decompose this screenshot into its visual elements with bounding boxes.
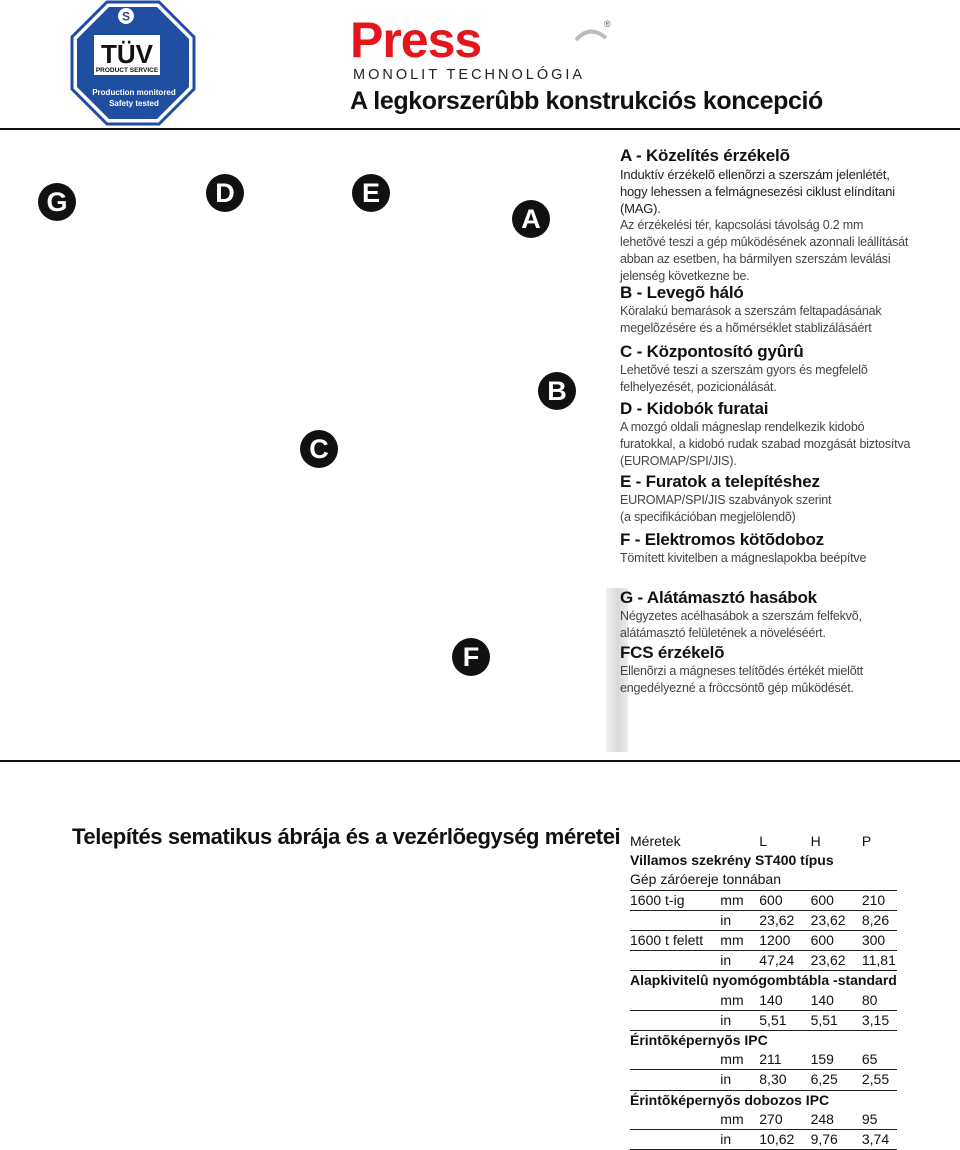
table-cell: [630, 910, 720, 930]
section-a-line: jelenség következne be.: [620, 269, 750, 283]
table-group-label: Érintõképernyõs IPC: [630, 1032, 768, 1049]
badge-brand: TÜV: [101, 39, 153, 69]
table-cell: 23,62: [811, 951, 862, 971]
table-cell: 300: [862, 931, 897, 951]
table-cell: 600: [811, 931, 862, 951]
table-cell: 3,15: [862, 1010, 897, 1030]
table-cell: 159: [811, 1050, 862, 1070]
table-cell: mm: [720, 931, 759, 951]
section-fcs-line: engedélyezné a fröccsöntõ gép mûködését.: [620, 681, 854, 695]
section-a-line: abban az esetben, ha bármilyen szerszám leválási: [620, 252, 891, 266]
section-a-line: lehetõvé teszi a gép mûködésének azonnali leállítását: [620, 235, 909, 249]
table-cell: mm: [720, 991, 759, 1011]
badge-mark: S: [121, 9, 131, 24]
table-row: [630, 1110, 897, 1130]
section-a-line: hogy lehessen a felmágnesezési ciklust elíndítani: [620, 184, 895, 199]
section-d: [620, 398, 950, 470]
table-cell: in: [720, 1070, 759, 1090]
section-a-title: A - Közelítés érzékelõ: [620, 146, 790, 165]
install-section-title: Telepítés sematikus ábrája és a vezérlõegység méretei: [72, 824, 621, 849]
table-cell: 23,62: [811, 910, 862, 930]
table-cell: 9,76: [811, 1130, 862, 1150]
table-cell: 80: [862, 991, 897, 1011]
brand-logo-text: Press: [350, 12, 482, 68]
table-group-row: [630, 870, 897, 890]
table-cell: in: [720, 951, 759, 971]
table-cell: 140: [811, 991, 862, 1011]
section-a-line: Induktív érzékelõ ellenõrzi a szerszám jelenlétét,: [620, 167, 890, 182]
table-header-row: [630, 832, 897, 851]
table-row: [630, 1010, 897, 1030]
brand-swoosh-icon: [574, 26, 608, 42]
section-d-line: A mozgó oldali mágneslap rendelkezik kidobó: [620, 420, 865, 434]
section-a-line: Az érzékelési tér, kapcsolási távolság 0.2 mm: [620, 218, 864, 232]
section-b-line: megelõzésére és a hõmérséklet stablizálásáért: [620, 321, 872, 335]
table-row: [630, 890, 897, 910]
section-g-line: Négyzetes acélhasábok a szerszám felfekvõ,: [620, 609, 862, 623]
section-divider: [0, 760, 960, 762]
section-e-line: (a specifikációban megjelölendõ): [620, 510, 796, 524]
section-g-line: alátámasztó felületének a növeléséért.: [620, 626, 826, 640]
table-group-label: Alapkivitelû nyomógombtábla -standard: [630, 972, 897, 989]
table-row: [630, 931, 897, 951]
table-cell: [630, 991, 720, 1011]
section-b: [620, 282, 950, 337]
table-row: [630, 1130, 897, 1150]
section-e-title: E - Furatok a telepítéshez: [620, 472, 820, 491]
marker-e: E: [352, 174, 390, 212]
table-cell: 3,74: [862, 1130, 897, 1150]
table-cell: 10,62: [759, 1130, 810, 1150]
table-row: [630, 1070, 897, 1090]
section-c-title: C - Központosító gyûrû: [620, 342, 804, 361]
table-header-cell: [720, 832, 759, 851]
table-header-cell: Méretek: [630, 833, 681, 849]
table-cell: 6,25: [811, 1070, 862, 1090]
section-e-line: EUROMAP/SPI/JIS szabványok szerint: [620, 493, 832, 507]
table-cell: 11,81: [862, 951, 897, 971]
table-cell: [630, 951, 720, 971]
table-cell: mm: [720, 890, 759, 910]
table-row: [630, 1050, 897, 1070]
table-row: [630, 951, 897, 971]
marker-c: C: [300, 430, 338, 468]
section-e: [620, 471, 950, 526]
badge-line1: Production monitored: [92, 88, 176, 97]
table-group-row: [630, 971, 897, 991]
dimensions-table: [630, 832, 897, 1150]
table-cell: 8,30: [759, 1070, 810, 1090]
table-cell: 211: [759, 1050, 810, 1070]
table-cell: in: [720, 910, 759, 930]
brand-subtitle: MONOLIT TECHNOLÓGIA: [353, 67, 586, 83]
section-fcs: [620, 642, 950, 697]
table-cell: in: [720, 1010, 759, 1030]
table-cell: 95: [862, 1110, 897, 1130]
section-d-title: D - Kidobók furatai: [620, 399, 769, 418]
marker-g: G: [38, 183, 76, 221]
table-cell: 210: [862, 890, 897, 910]
table-cell: [630, 1050, 720, 1070]
section-f: [620, 529, 950, 567]
table-group-label: Villamos szekrény ST400 típus: [630, 852, 834, 869]
table-header-cell: H: [810, 833, 821, 849]
section-a: [620, 145, 950, 285]
section-b-title: B - Levegõ háló: [620, 283, 744, 302]
table-group-row: [630, 1090, 897, 1110]
table-cell: 5,51: [811, 1010, 862, 1030]
table-cell: 1600 t felett: [630, 931, 720, 951]
section-d-line: furatokkal, a kidobó rudak szabad mozgását biztosítva: [620, 437, 911, 451]
marker-f: F: [452, 638, 490, 676]
badge-line2: Safety tested: [109, 99, 159, 108]
table-row: [630, 991, 897, 1011]
marker-a: A: [512, 200, 550, 238]
table-cell: mm: [720, 1110, 759, 1130]
table-cell: 270: [759, 1110, 810, 1130]
section-a-line: (MAG).: [620, 201, 661, 216]
table-cell: [630, 1070, 720, 1090]
table-cell: 248: [811, 1110, 862, 1130]
table-group-label: Érintõképernyõs dobozos IPC: [630, 1091, 830, 1108]
table-group-label: Gép záróereje tonnában: [630, 870, 897, 890]
section-f-line: Tömített kivitelben a mágneslapokba beépítve: [620, 551, 867, 565]
section-f-title: F - Elektromos kötõdoboz: [620, 530, 824, 549]
section-fcs-title: FCS érzékelõ: [620, 643, 725, 662]
table-cell: 600: [811, 890, 862, 910]
table-cell: [630, 1110, 720, 1130]
table-row: [630, 910, 897, 930]
table-cell: 8,26: [862, 910, 897, 930]
marker-b: B: [538, 372, 576, 410]
section-fcs-line: Ellenõrzi a mágneses telítõdés értékét mielõtt: [620, 664, 864, 678]
table-group-row: [630, 851, 897, 870]
table-cell: in: [720, 1130, 759, 1150]
table-header-cell: P: [861, 833, 872, 849]
table-cell: 140: [759, 991, 810, 1011]
section-g: [620, 587, 950, 642]
section-c-line: Lehetõvé teszi a szerszám gyors és megfelelõ: [620, 363, 868, 377]
table-cell: [630, 1130, 720, 1150]
table-cell: 47,24: [759, 951, 810, 971]
header-divider: [0, 128, 960, 130]
section-d-line: (EUROMAP/SPI/JIS).: [620, 454, 737, 468]
table-group-row: [630, 1031, 897, 1051]
section-c-line: felhelyezését, pozicionálását.: [620, 380, 777, 394]
table-cell: [630, 1010, 720, 1030]
tuv-certification-badge: [70, 0, 196, 126]
table-cell: 1200: [759, 931, 810, 951]
table-cell: 65: [862, 1050, 897, 1070]
badge-service: PRODUCT SERVICE: [95, 67, 159, 74]
marker-d: D: [206, 174, 244, 212]
table-cell: 1600 t-ig: [630, 890, 720, 910]
section-c: [620, 341, 950, 396]
registered-mark: ®: [604, 19, 611, 29]
table-cell: 5,51: [759, 1010, 810, 1030]
section-b-line: Köralakú bemarások a szerszám feltapadásának: [620, 304, 882, 318]
table-cell: 2,55: [862, 1070, 897, 1090]
section-g-title: G - Alátámasztó hasábok: [620, 588, 817, 607]
table-cell: 600: [759, 890, 810, 910]
page-headline: A legkorszerûbb konstrukciós koncepció: [350, 87, 823, 115]
table-header-cell: L: [759, 833, 768, 849]
table-cell: mm: [720, 1050, 759, 1070]
table-cell: 23,62: [759, 910, 810, 930]
